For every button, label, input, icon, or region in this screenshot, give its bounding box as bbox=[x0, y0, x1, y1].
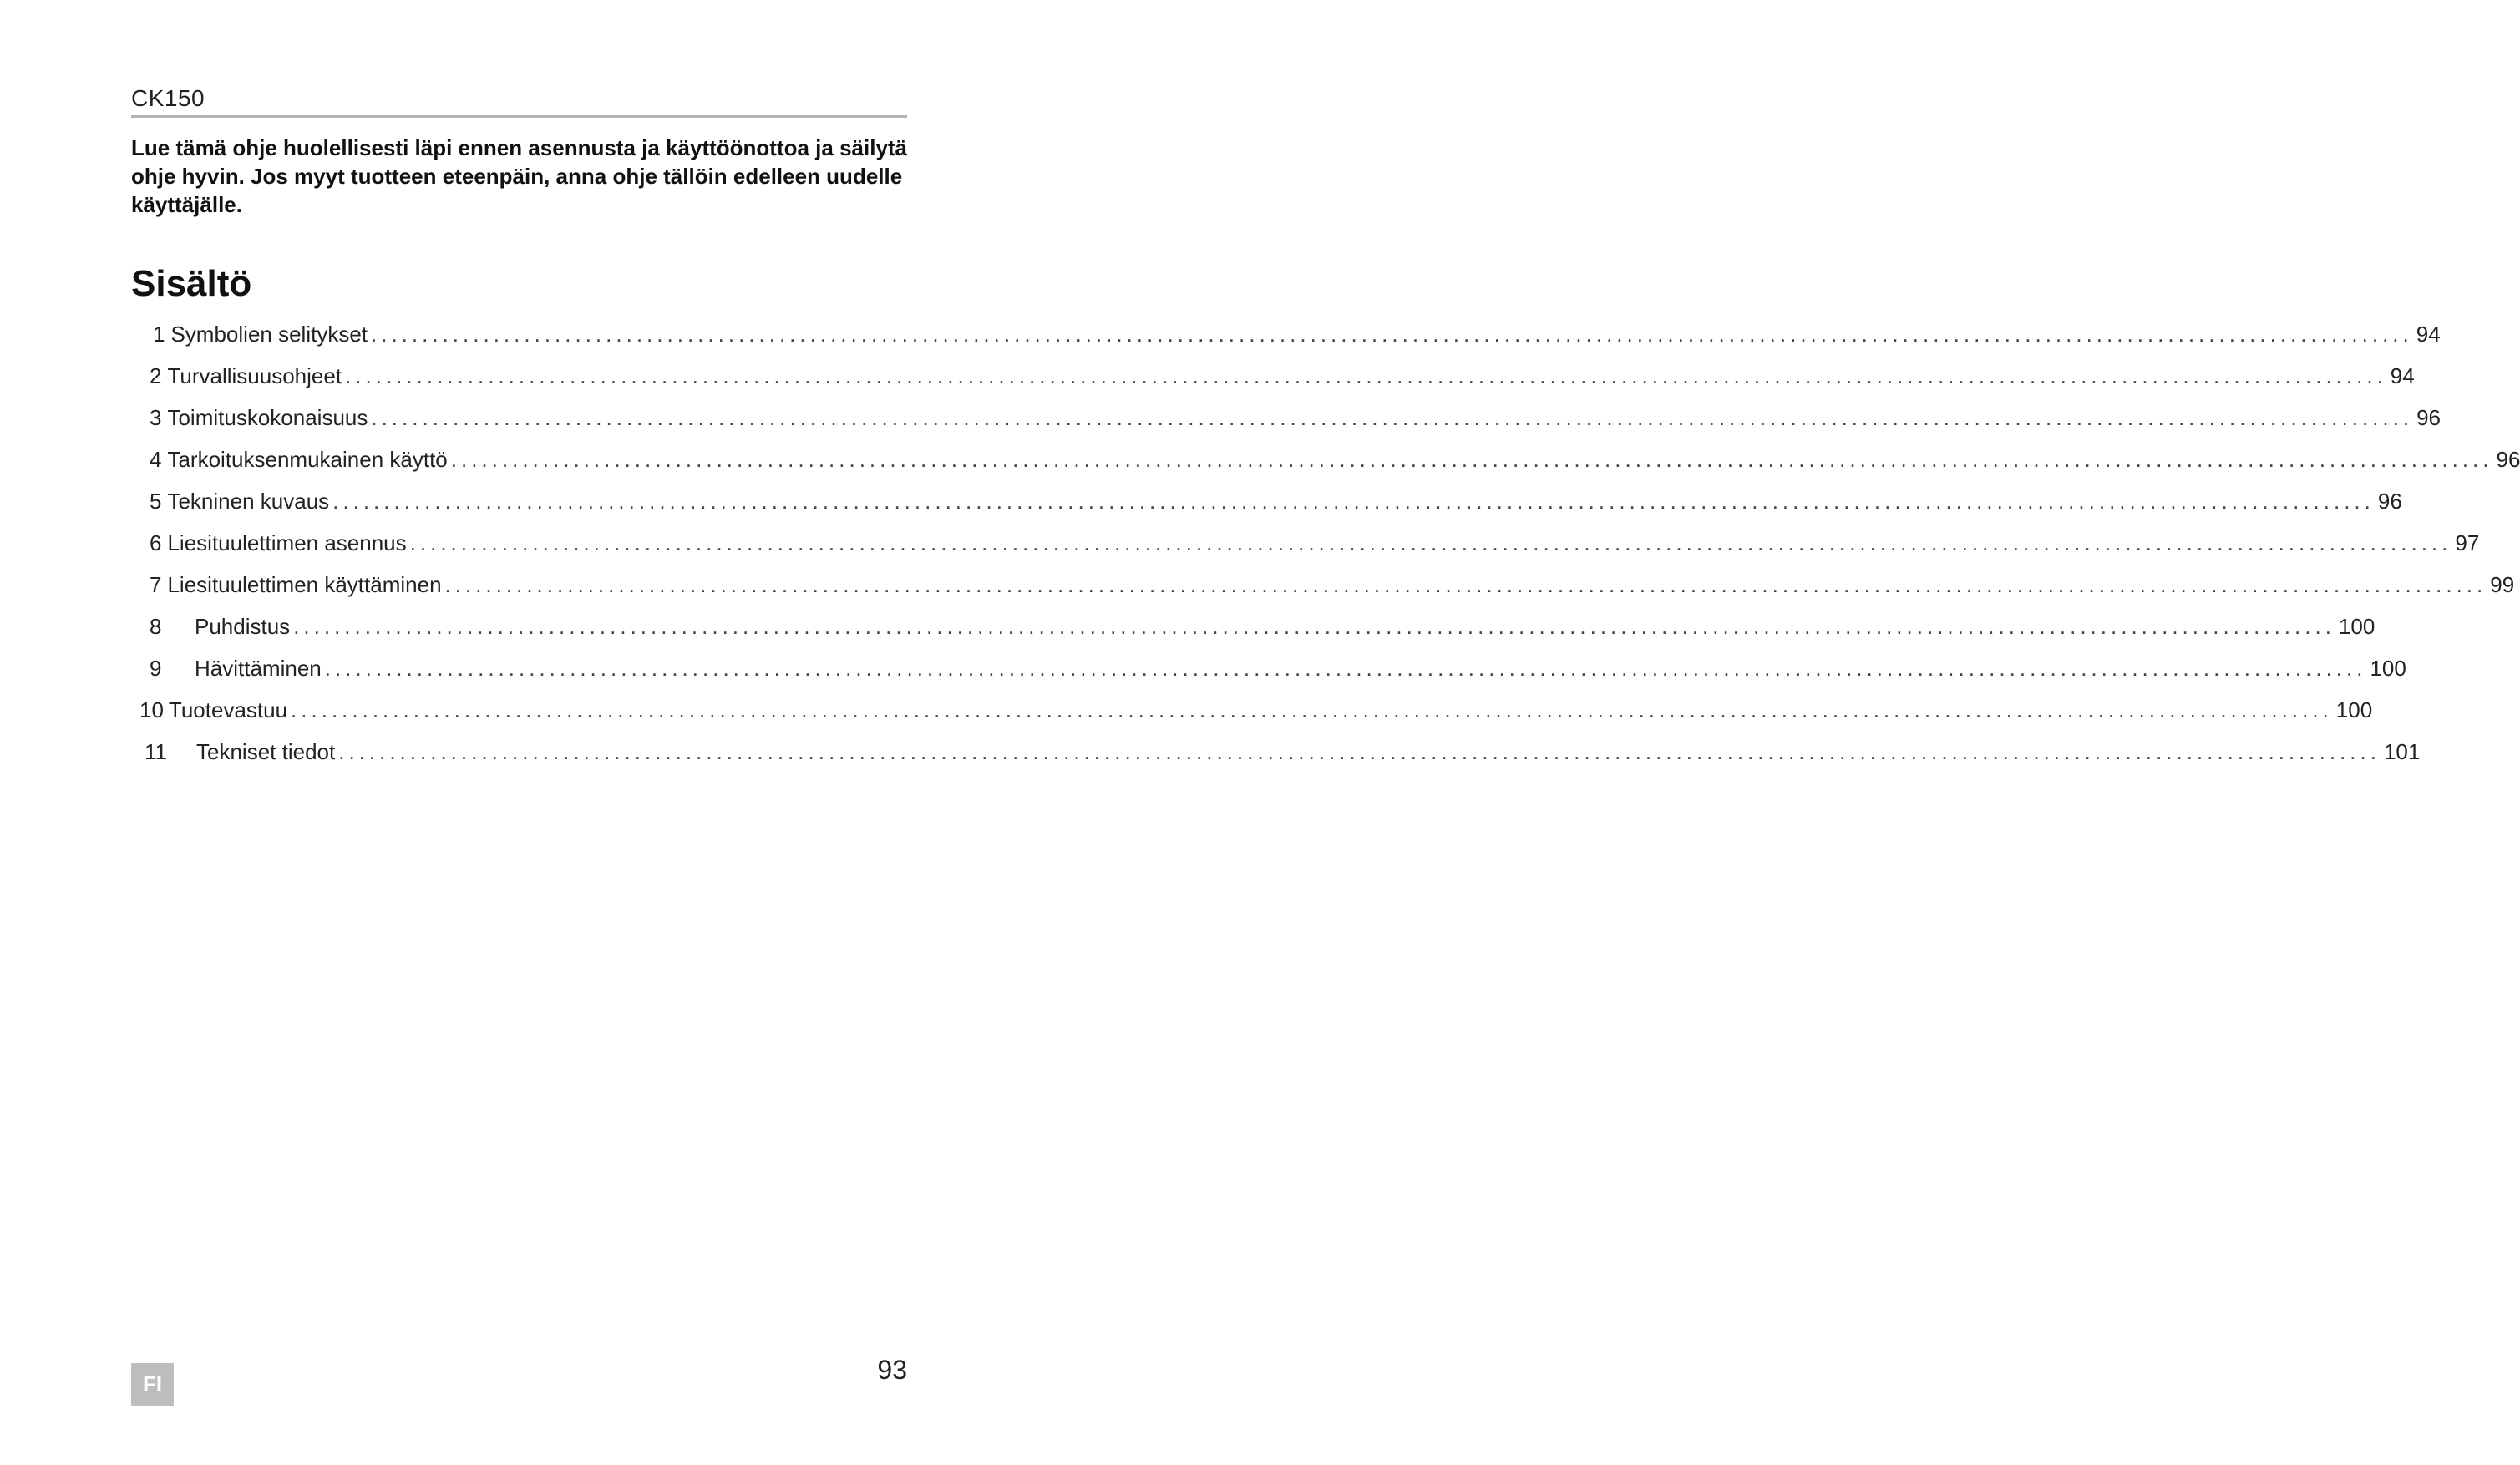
toc-item[interactable] bbox=[153, 322, 2441, 350]
toc-item-number: 1 bbox=[153, 322, 165, 347]
toc-item[interactable] bbox=[150, 530, 2480, 559]
toc-item-page: 100 bbox=[2370, 656, 2406, 681]
toc-item-page: 100 bbox=[2335, 697, 2373, 722]
intro-notice: Lue tämä ohje huolellisesti läpi ennen asennusta ja käyttöönottoa ja säilytä ohje hyvin. Jos myyt tuotteen eteenpäin, anna ohje tällöin edelleen uudelle käyttäjälle. bbox=[131, 135, 908, 217]
toc-item-label: Tarkoituksenmukainen käyttö bbox=[167, 447, 448, 472]
page-number: 93 bbox=[877, 1355, 907, 1385]
document-model: CK150 bbox=[131, 85, 205, 111]
toc-title: Sisältö bbox=[131, 263, 252, 304]
toc-item-label: Puhdistus bbox=[195, 614, 291, 639]
toc-leader-dots: ........................................................................................................................................................................................................ bbox=[371, 405, 2414, 430]
toc-item-page: 100 bbox=[2338, 614, 2375, 639]
toc-leader-dots: ........................................................................................................................................................................................................ bbox=[324, 656, 2367, 681]
toc-leader-dots: ........................................................................................................................................................................................................ bbox=[332, 489, 2375, 514]
toc-item-page: 97 bbox=[2455, 530, 2480, 555]
toc-item-number: 3 bbox=[150, 405, 162, 430]
toc-item[interactable] bbox=[150, 447, 2520, 475]
toc-item-page: 99 bbox=[2490, 572, 2515, 597]
toc-item[interactable] bbox=[150, 363, 2415, 392]
toc-item-number: 4 bbox=[150, 447, 162, 472]
toc-item-label: Liesituulettimen asennus bbox=[167, 530, 407, 555]
toc-item[interactable] bbox=[150, 405, 2441, 433]
toc-leader-dots: ........................................................................................................................................................................................................ bbox=[293, 614, 2335, 639]
toc-leader-dots: ........................................................................................................................................................................................................ bbox=[338, 739, 2381, 764]
toc-item-label: Liesituulettimen käyttäminen bbox=[167, 572, 442, 597]
toc-item[interactable] bbox=[150, 656, 2406, 684]
toc-item-page: 94 bbox=[2390, 363, 2415, 388]
toc-item-page: 96 bbox=[2416, 405, 2441, 430]
toc-item-number: 5 bbox=[150, 489, 162, 514]
toc-item-number: 7 bbox=[150, 572, 162, 597]
toc-item-label: Symbolien selitykset bbox=[170, 322, 368, 347]
toc-leader-dots: ........................................................................................................................................................................................................ bbox=[450, 447, 2493, 472]
toc-item-page: 96 bbox=[2496, 447, 2520, 472]
toc-item[interactable] bbox=[139, 697, 2373, 726]
toc-item-page: 94 bbox=[2416, 322, 2441, 347]
toc-item[interactable] bbox=[150, 489, 2402, 517]
toc-item-label: Tekniset tiedot bbox=[196, 739, 336, 764]
toc-item-label: Toimituskokonaisuus bbox=[167, 405, 368, 430]
toc-item[interactable] bbox=[145, 739, 2421, 768]
toc-item-label: Tuotevastuu bbox=[168, 697, 288, 722]
toc-leader-dots: ........................................................................................................................................................................................................ bbox=[371, 322, 2413, 347]
toc-item-label: Hävittäminen bbox=[195, 656, 322, 681]
toc-item-number: 11 bbox=[145, 739, 167, 764]
toc-item-number: 9 bbox=[150, 656, 162, 681]
toc-item-number: 2 bbox=[150, 363, 162, 388]
toc-item[interactable] bbox=[150, 614, 2375, 642]
toc-item[interactable] bbox=[150, 572, 2515, 601]
toc-item-label: Turvallisuusohjeet bbox=[167, 363, 342, 388]
toc-item-number: 10 bbox=[139, 697, 164, 722]
toc-leader-dots: ........................................................................................................................................................................................................ bbox=[409, 530, 2452, 555]
toc-leader-dots: ........................................................................................................................................................................................................ bbox=[291, 697, 2333, 722]
toc-item-page: 96 bbox=[2377, 489, 2402, 514]
toc-leader-dots: ........................................................................................................................................................................................................ bbox=[444, 572, 2487, 597]
toc-item-label: Tekninen kuvaus bbox=[167, 489, 330, 514]
toc-item-number: 8 bbox=[150, 614, 162, 639]
toc-item-number: 6 bbox=[150, 530, 162, 555]
toc-leader-dots: ........................................................................................................................................................................................................ bbox=[345, 363, 2387, 388]
language-badge: FI bbox=[131, 1363, 174, 1406]
toc-item-page: 101 bbox=[2383, 739, 2421, 764]
